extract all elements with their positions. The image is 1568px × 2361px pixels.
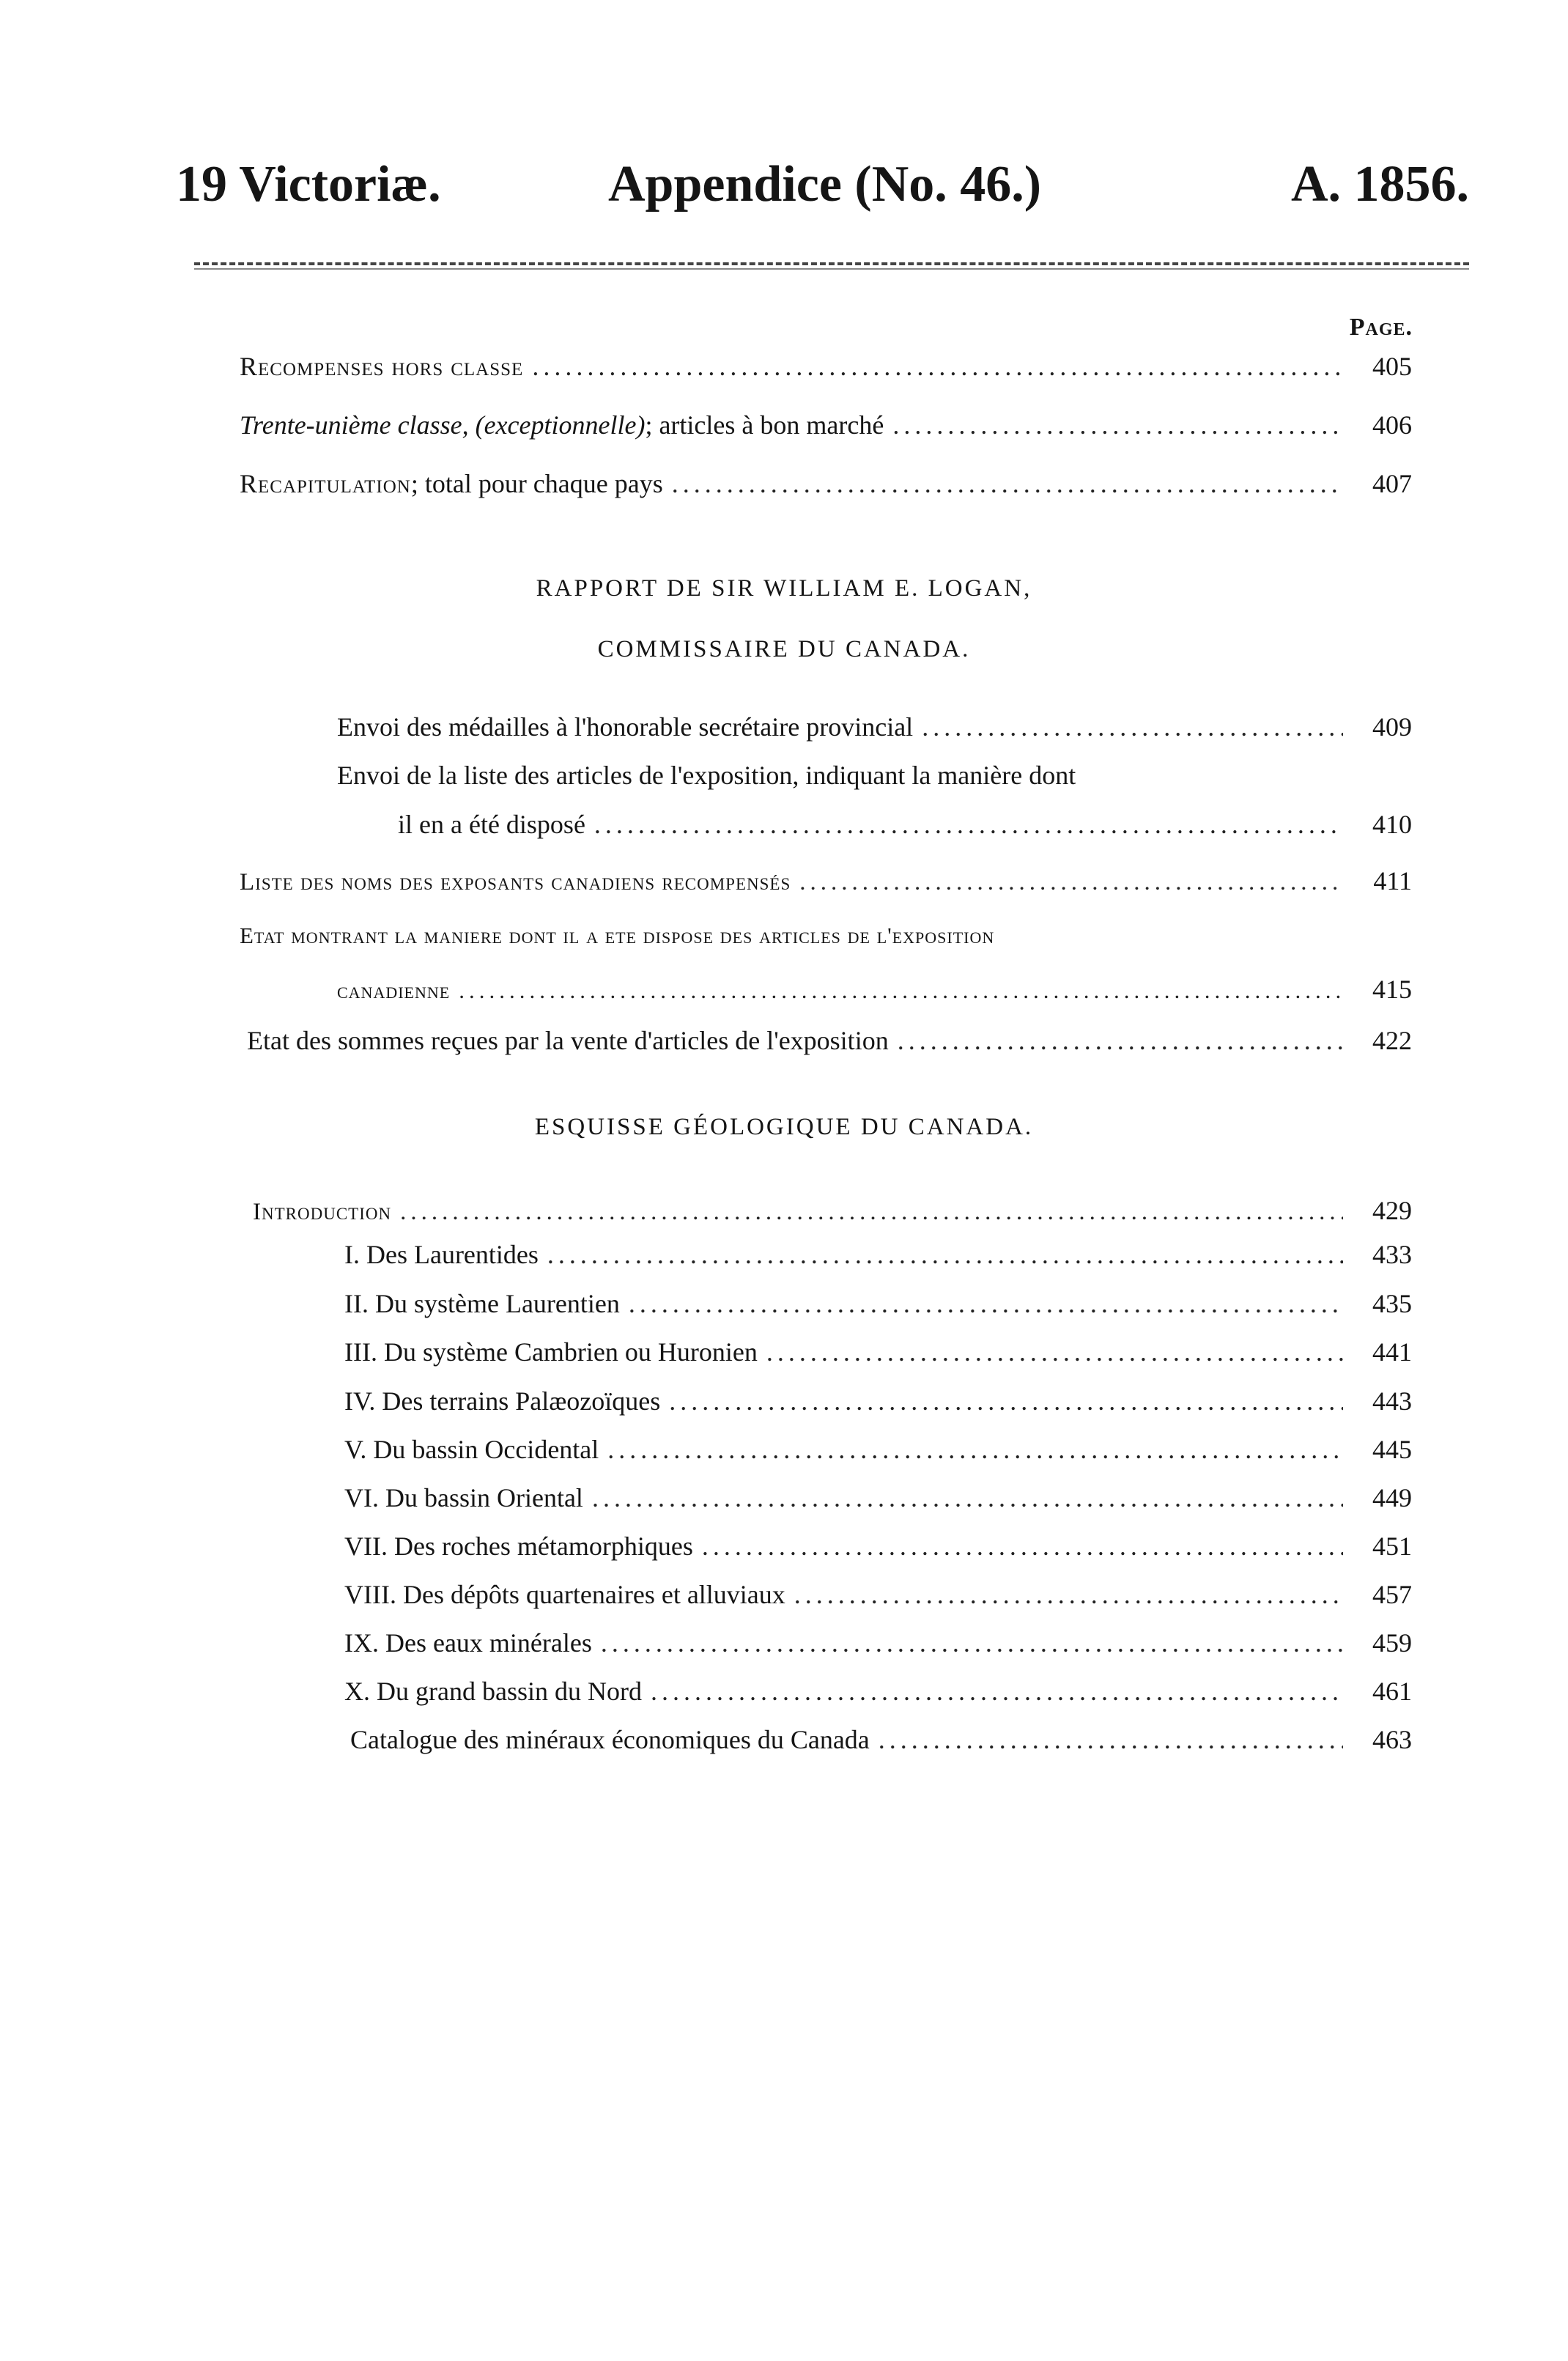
leader-dots	[879, 1723, 1343, 1756]
section-title: RAPPORT DE SIR WILLIAM E. LOGAN,	[536, 575, 1032, 602]
toc-entry	[240, 468, 1412, 500]
toc-entry	[344, 1238, 1412, 1271]
toc-entry	[240, 865, 1412, 898]
toc-entry	[344, 1336, 1412, 1368]
toc-entry-page: 410	[1372, 810, 1412, 839]
toc-entry-rest: ; articles à bon marché	[645, 410, 884, 440]
toc-entry	[344, 1578, 1412, 1611]
toc-entry-page: 422	[1372, 1026, 1412, 1055]
header-rule-secondary	[194, 268, 1469, 270]
header-left: 19 Victoriæ.	[176, 156, 441, 213]
toc-entry-page: 429	[1372, 1196, 1412, 1225]
toc-entry-page: 433	[1372, 1240, 1412, 1269]
section-title: ESQUISSE GÉOLOGIQUE DU CANADA.	[534, 1114, 1034, 1140]
toc-entry	[344, 1433, 1412, 1466]
leader-dots	[922, 711, 1343, 743]
toc-entry-page: 445	[1372, 1435, 1412, 1464]
leader-dots	[400, 1196, 1343, 1228]
toc-entry	[344, 1287, 1412, 1320]
leader-dots	[794, 1578, 1343, 1611]
leader-dots	[672, 468, 1343, 500]
leader-dots	[547, 1238, 1343, 1271]
toc-entry	[337, 711, 1412, 743]
toc-entry-italic: Trente-unième classe, (exceptionnelle)	[240, 410, 646, 440]
section-subtitle: COMMISSAIRE DU CANADA.	[597, 636, 971, 662]
toc-entry-text: il en a été disposé	[398, 810, 585, 839]
leader-dots	[607, 1433, 1343, 1466]
leader-dots	[592, 1482, 1343, 1514]
toc-entry-page: 443	[1372, 1386, 1412, 1416]
toc-entry	[247, 1024, 1412, 1057]
toc-entry	[240, 350, 1412, 383]
toc-entry-text: III. Du système Cambrien ou Huronien	[344, 1337, 758, 1367]
toc-entry-page: 463	[1372, 1725, 1412, 1754]
leader-dots	[799, 866, 1343, 898]
toc-entry	[337, 973, 1412, 1007]
toc-entry-text: Liste des noms des exposants canadiens recompensés	[240, 869, 791, 895]
running-header	[176, 155, 1469, 221]
toc-entry-page: 409	[1372, 712, 1412, 742]
toc-entry-text: Catalogue des minéraux économiques du Canada	[350, 1725, 870, 1754]
header-rule	[194, 262, 1469, 265]
leader-dots	[766, 1336, 1343, 1368]
toc-entry	[344, 1385, 1412, 1417]
page-column-label: Page.	[1349, 314, 1413, 341]
toc-entry-page: 415	[1372, 975, 1412, 1004]
toc-entry-page: 449	[1372, 1483, 1412, 1512]
leader-dots	[702, 1530, 1343, 1562]
toc-entry	[344, 1530, 1412, 1562]
toc-entry-page: 411	[1373, 866, 1412, 895]
toc-entry-smallcaps: Recapitulation	[240, 469, 411, 498]
leader-dots	[459, 975, 1343, 1007]
toc-entry-page: 459	[1372, 1628, 1412, 1658]
toc-entry	[344, 1482, 1412, 1514]
toc-entry-text: VI. Du bassin Oriental	[344, 1483, 583, 1512]
toc-entry-page: 405	[1372, 352, 1412, 381]
toc-entry-text: V. Du bassin Occidental	[344, 1435, 599, 1464]
toc-entry-text	[240, 409, 884, 441]
header-center: Appendice (No. 46.)	[608, 156, 1042, 213]
toc-entry-page: 451	[1372, 1531, 1412, 1561]
toc-entry-page: 407	[1372, 469, 1412, 498]
toc-entry-text: X. Du grand bassin du Nord	[344, 1677, 642, 1706]
toc-entry-rest: ; total pour chaque pays	[410, 469, 663, 498]
toc-entry-page: 435	[1372, 1289, 1412, 1318]
toc-entry-page: 461	[1372, 1677, 1412, 1706]
toc-entry-text: VII. Des roches métamorphiques	[344, 1531, 693, 1561]
toc-entry-page: 406	[1372, 410, 1412, 440]
leader-dots	[898, 1024, 1343, 1057]
toc-entry-text: II. Du système Laurentien	[344, 1289, 620, 1318]
toc-entry-line1: Envoi de la liste des articles de l'exposition, indiquant la manière dont	[337, 761, 1076, 790]
toc-entry	[344, 1675, 1412, 1707]
toc-entry-text	[240, 468, 663, 500]
leader-dots	[594, 808, 1343, 840]
toc-entry	[240, 409, 1412, 441]
leader-dots	[651, 1675, 1343, 1707]
toc-entry	[253, 1194, 1412, 1228]
toc-entry-text: I. Des Laurentides	[344, 1240, 539, 1269]
leader-dots	[601, 1627, 1343, 1659]
toc-entry-text: VIII. Des dépôts quartenaires et alluviaux	[344, 1580, 785, 1609]
toc-entry	[344, 1627, 1412, 1659]
toc-entry-page: 441	[1372, 1337, 1412, 1367]
leader-dots	[892, 409, 1343, 441]
toc-entry	[350, 1723, 1412, 1756]
toc-entry-text: Introduction	[253, 1199, 392, 1225]
leader-dots	[669, 1385, 1343, 1417]
toc-entry-line1: Etat montrant la maniere dont il a ete dispose des articles de l'exposition	[240, 923, 995, 948]
toc-entry-text: IV. Des terrains Palæozoïques	[344, 1386, 661, 1416]
leader-dots	[629, 1287, 1343, 1320]
toc-entry	[398, 808, 1412, 840]
toc-entry-text: canadienne	[337, 978, 451, 1003]
leader-dots	[532, 350, 1343, 383]
toc-entry-text: Etat des sommes reçues par la vente d'articles de l'exposition	[247, 1026, 889, 1055]
header-right: A. 1856.	[1290, 156, 1469, 213]
toc-entry-text: IX. Des eaux minérales	[344, 1628, 592, 1658]
toc-entry-text: Envoi des médailles à l'honorable secrétaire provincial	[337, 712, 914, 742]
toc-entry-text: Recompenses hors classe	[240, 352, 524, 381]
toc-entry-page: 457	[1372, 1580, 1412, 1609]
